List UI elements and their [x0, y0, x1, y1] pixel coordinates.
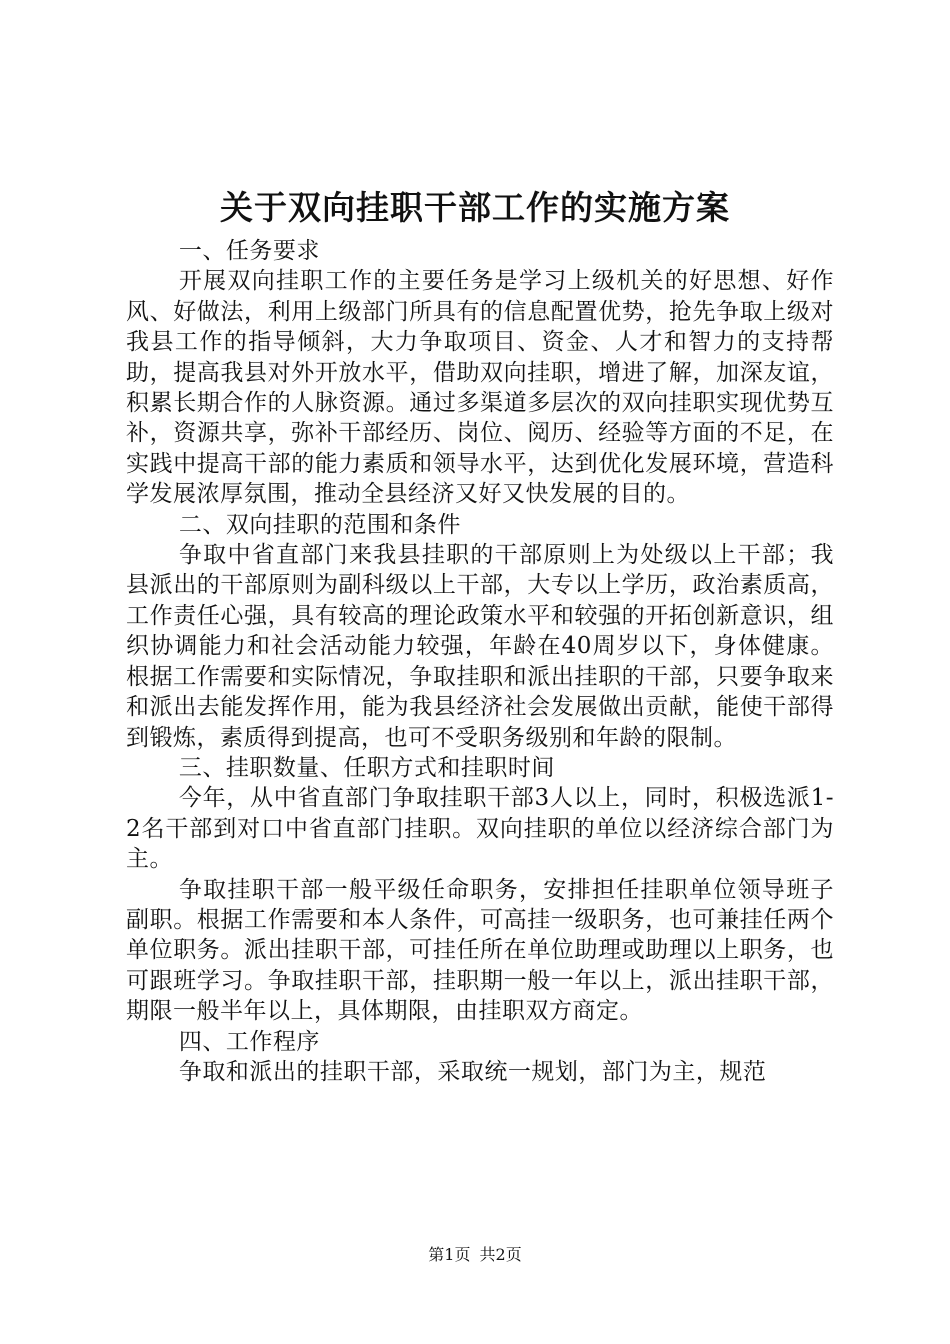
body-paragraph-3: 今年，从中省直部门争取挂职干部3人以上，同时，积极选派1-2名干部到对口中省直部门挂职。双向挂职的单位以经济综合部门为主。 — [126, 785, 834, 873]
document-title: 关于双向挂职干部工作的实施方案 — [220, 188, 730, 227]
page-total: 共2页 — [479, 1245, 522, 1264]
section-heading-2: 二、双向挂职的范围和条件 — [178, 511, 461, 538]
page-number: 第1页 — [428, 1245, 471, 1264]
section-heading-1: 一、任务要求 — [178, 238, 320, 264]
body-paragraph-1: 开展双向挂职工作的主要任务是学习上级机关的好思想、好作风、好做法，利用上级部门所具有的信息配置优势，抢先争取上级对我县工作的指导倾斜，大力争取项目、资金、人才和智力的支持帮助，提高我县对外开放水平，借助双向挂职，增进了解，加深友谊，积累长期合作的人脉资源。通过多渠道多层次的双向挂职实现优势互补，资源共享，弥补干部经历、岗位、阅历、经验等方面的不足，在实践中提高干部的能力素质和领导水平，达到优化发展环境，营造科学发展浓厚氛围，推动全县经济又好又快发展的目的。 — [126, 268, 834, 508]
body-paragraph-2: 争取中省直部门来我县挂职的干部原则上为处级以上干部；我县派出的干部原则为副科级以上干部，大专以上学历，政治素质高，工作责任心强，具有较高的理论政策水平和较强的开拓创新意识，组织协调能力和社会活动能力较强，年龄在40周岁以下，身体健康。根据工作需要和实际情况，争取挂职和派出挂职的干部，只要争取来和派出去能发挥作用，能为我县经济社会发展做出贡献，能使干部得到锻炼，素质得到提高，也可不受职务级别和年龄的限制。 — [126, 542, 834, 751]
document-body — [126, 236, 834, 1087]
section-heading-3: 三、挂职数量、任职方式和挂职时间 — [178, 754, 555, 781]
section-heading-4: 四、工作程序 — [178, 1028, 320, 1055]
body-paragraph-4: 争取挂职干部一般平级任命职务，安排担任挂职单位领导班子副职。根据工作需要和本人条件，可高挂一级职务，也可兼挂任两个单位职务。派出挂职干部，可挂任所在单位助理或助理以上职务，也可跟班学习。争取挂职干部，挂职期一般一年以上，派出挂职干部，期限一般半年以上，具体期限，由挂职双方商定。 — [126, 876, 834, 1025]
body-paragraph-5: 争取和派出的挂职干部，采取统一规划，部门为主，规范 — [178, 1058, 767, 1085]
page-footer — [0, 1244, 950, 1266]
